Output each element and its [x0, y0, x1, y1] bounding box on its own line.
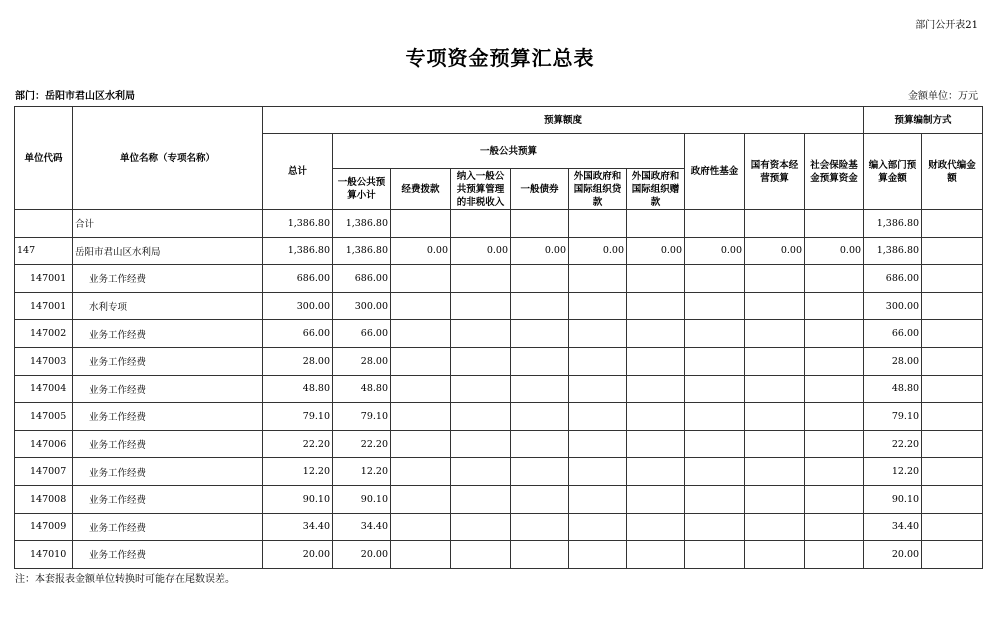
cell-state-capital [745, 458, 805, 486]
cell-foreign-grant [627, 210, 685, 238]
header-general-debt: 一般债券 [511, 169, 569, 210]
cell-gov-fund [685, 210, 745, 238]
cell-foreign-loan [569, 320, 627, 348]
cell-unit-code: 147006 [15, 430, 73, 458]
cell-funding [391, 292, 451, 320]
cell-foreign-loan [569, 403, 627, 431]
cell-dept-budget: 20.00 [864, 541, 922, 569]
cell-social-insurance [805, 265, 864, 293]
cell-general-debt [511, 541, 569, 569]
cell-dept-budget: 12.20 [864, 458, 922, 486]
cell-dept-budget: 1,386.80 [864, 237, 922, 265]
cell-social-insurance [805, 320, 864, 348]
cell-total: 300.00 [263, 292, 333, 320]
cell-unit-code: 147003 [15, 347, 73, 375]
cell-non-tax [451, 210, 511, 238]
cell-foreign-grant [627, 375, 685, 403]
cell-state-capital [745, 210, 805, 238]
cell-funding [391, 403, 451, 431]
cell-fiscal-agent [922, 292, 983, 320]
cell-gp-subtotal: 1,386.80 [333, 237, 391, 265]
cell-foreign-loan [569, 210, 627, 238]
cell-fiscal-agent [922, 513, 983, 541]
cell-gp-subtotal: 90.10 [333, 485, 391, 513]
budget-table [14, 106, 983, 569]
table-row [15, 375, 983, 403]
cell-foreign-grant [627, 347, 685, 375]
cell-unit-code: 147009 [15, 513, 73, 541]
cell-dept-budget: 22.20 [864, 430, 922, 458]
cell-social-insurance [805, 292, 864, 320]
cell-fiscal-agent [922, 210, 983, 238]
cell-general-debt [511, 485, 569, 513]
cell-unit-name: 业务工作经费 [73, 458, 263, 486]
cell-dept-budget: 66.00 [864, 320, 922, 348]
cell-general-debt [511, 430, 569, 458]
cell-general-debt [511, 458, 569, 486]
cell-gov-fund [685, 265, 745, 293]
cell-unit-name: 业务工作经费 [73, 320, 263, 348]
cell-funding [391, 458, 451, 486]
cell-foreign-grant [627, 292, 685, 320]
cell-non-tax [451, 458, 511, 486]
cell-state-capital [745, 430, 805, 458]
cell-gp-subtotal: 34.40 [333, 513, 391, 541]
cell-fiscal-agent [922, 375, 983, 403]
cell-state-capital [745, 320, 805, 348]
cell-unit-code: 147007 [15, 458, 73, 486]
table-row [15, 320, 983, 348]
cell-unit-name: 岳阳市君山区水利局 [73, 237, 263, 265]
cell-funding [391, 513, 451, 541]
cell-unit-name: 业务工作经费 [73, 485, 263, 513]
cell-unit-code: 147002 [15, 320, 73, 348]
cell-unit-name: 业务工作经费 [73, 375, 263, 403]
cell-total: 79.10 [263, 403, 333, 431]
cell-gov-fund [685, 541, 745, 569]
cell-unit-code: 147005 [15, 403, 73, 431]
cell-state-capital [745, 347, 805, 375]
cell-total: 48.80 [263, 375, 333, 403]
cell-foreign-loan [569, 292, 627, 320]
cell-total: 20.00 [263, 541, 333, 569]
cell-foreign-loan [569, 541, 627, 569]
cell-unit-name: 合计 [73, 210, 263, 238]
table-row [15, 403, 983, 431]
cell-non-tax: 0.00 [451, 237, 511, 265]
header-general-public-budget: 一般公共预算 [333, 134, 685, 169]
cell-social-insurance [805, 375, 864, 403]
cell-gp-subtotal: 66.00 [333, 320, 391, 348]
cell-foreign-grant [627, 541, 685, 569]
cell-dept-budget: 48.80 [864, 375, 922, 403]
cell-foreign-grant [627, 320, 685, 348]
cell-gov-fund: 0.00 [685, 237, 745, 265]
table-row [15, 513, 983, 541]
cell-unit-name: 业务工作经费 [73, 430, 263, 458]
cell-unit-code [15, 210, 73, 238]
cell-state-capital [745, 292, 805, 320]
cell-foreign-grant: 0.00 [627, 237, 685, 265]
table-row [15, 265, 983, 293]
cell-non-tax [451, 375, 511, 403]
cell-unit-name: 业务工作经费 [73, 541, 263, 569]
cell-funding: 0.00 [391, 237, 451, 265]
cell-state-capital: 0.00 [745, 237, 805, 265]
cell-dept-budget: 28.00 [864, 347, 922, 375]
cell-gp-subtotal: 28.00 [333, 347, 391, 375]
cell-fiscal-agent [922, 237, 983, 265]
cell-gov-fund [685, 375, 745, 403]
table-row [15, 292, 983, 320]
cell-total: 22.20 [263, 430, 333, 458]
cell-gp-subtotal: 300.00 [333, 292, 391, 320]
table-body [15, 210, 983, 569]
table-row [15, 541, 983, 569]
cell-dept-budget: 79.10 [864, 403, 922, 431]
footnote: 注：本套报表金额单位转换时可能存在尾数误差。 [15, 574, 235, 585]
cell-general-debt: 0.00 [511, 237, 569, 265]
cell-unit-code: 147008 [15, 485, 73, 513]
header-total: 总计 [263, 134, 333, 210]
cell-unit-name: 业务工作经费 [73, 513, 263, 541]
cell-unit-code: 147004 [15, 375, 73, 403]
page-title: 专项资金预算汇总表 [405, 46, 595, 70]
cell-fiscal-agent [922, 430, 983, 458]
cell-foreign-grant [627, 430, 685, 458]
cell-funding [391, 541, 451, 569]
cell-gov-fund [685, 513, 745, 541]
header-budget-method: 预算编制方式 [864, 107, 983, 134]
header-gov-fund: 政府性基金 [685, 134, 745, 210]
cell-social-insurance [805, 513, 864, 541]
cell-foreign-grant [627, 513, 685, 541]
cell-unit-code: 147010 [15, 541, 73, 569]
cell-foreign-loan: 0.00 [569, 237, 627, 265]
cell-total: 66.00 [263, 320, 333, 348]
cell-social-insurance [805, 430, 864, 458]
cell-state-capital [745, 485, 805, 513]
cell-fiscal-agent [922, 458, 983, 486]
header-budget-amount: 预算额度 [263, 107, 864, 134]
cell-foreign-grant [627, 458, 685, 486]
cell-dept-budget: 90.10 [864, 485, 922, 513]
cell-unit-name: 业务工作经费 [73, 403, 263, 431]
cell-fiscal-agent [922, 403, 983, 431]
cell-gp-subtotal: 1,386.80 [333, 210, 391, 238]
cell-non-tax [451, 513, 511, 541]
cell-foreign-grant [627, 485, 685, 513]
amount-unit-label: 金额单位：万元 [908, 91, 978, 102]
cell-unit-code: 147001 [15, 265, 73, 293]
cell-gp-subtotal: 48.80 [333, 375, 391, 403]
cell-gov-fund [685, 347, 745, 375]
cell-social-insurance [805, 347, 864, 375]
cell-gov-fund [685, 430, 745, 458]
cell-foreign-grant [627, 403, 685, 431]
cell-non-tax [451, 403, 511, 431]
header-unit-name: 单位名称（专项名称） [73, 107, 263, 210]
cell-non-tax [451, 347, 511, 375]
cell-social-insurance [805, 403, 864, 431]
cell-social-insurance [805, 458, 864, 486]
cell-dept-budget: 34.40 [864, 513, 922, 541]
header-foreign-loan: 外国政府和国际组织贷款 [569, 169, 627, 210]
cell-non-tax [451, 265, 511, 293]
cell-foreign-loan [569, 458, 627, 486]
cell-general-debt [511, 292, 569, 320]
cell-general-debt [511, 210, 569, 238]
cell-fiscal-agent [922, 485, 983, 513]
cell-gov-fund [685, 403, 745, 431]
cell-funding [391, 320, 451, 348]
cell-unit-code: 147001 [15, 292, 73, 320]
form-number: 部门公开表21 [915, 20, 978, 31]
cell-general-debt [511, 320, 569, 348]
header-dept-budget: 编入部门预算金额 [864, 134, 922, 210]
cell-non-tax [451, 541, 511, 569]
cell-foreign-loan [569, 265, 627, 293]
header-unit-code: 单位代码 [15, 107, 73, 210]
cell-total: 12.20 [263, 458, 333, 486]
cell-gov-fund [685, 458, 745, 486]
cell-non-tax [451, 430, 511, 458]
cell-dept-budget: 1,386.80 [864, 210, 922, 238]
table-row [15, 485, 983, 513]
table-row [15, 237, 983, 265]
cell-funding [391, 485, 451, 513]
cell-general-debt [511, 265, 569, 293]
cell-state-capital [745, 265, 805, 293]
cell-non-tax [451, 485, 511, 513]
header-funding: 经费拨款 [391, 169, 451, 210]
header-social-insurance: 社会保险基金预算资金 [805, 134, 864, 210]
cell-unit-name: 业务工作经费 [73, 347, 263, 375]
cell-fiscal-agent [922, 265, 983, 293]
cell-non-tax [451, 320, 511, 348]
cell-state-capital [745, 513, 805, 541]
cell-total: 1,386.80 [263, 210, 333, 238]
header-state-capital: 国有资本经营预算 [745, 134, 805, 210]
cell-gp-subtotal: 79.10 [333, 403, 391, 431]
cell-total: 28.00 [263, 347, 333, 375]
cell-total: 1,386.80 [263, 237, 333, 265]
cell-foreign-loan [569, 513, 627, 541]
table-row [15, 430, 983, 458]
cell-unit-name: 业务工作经费 [73, 265, 263, 293]
cell-total: 34.40 [263, 513, 333, 541]
header-fiscal-agent: 财政代编金额 [922, 134, 983, 210]
table-row [15, 458, 983, 486]
cell-funding [391, 265, 451, 293]
cell-social-insurance [805, 485, 864, 513]
cell-fiscal-agent [922, 541, 983, 569]
cell-dept-budget: 686.00 [864, 265, 922, 293]
cell-total: 90.10 [263, 485, 333, 513]
cell-gov-fund [685, 485, 745, 513]
cell-state-capital [745, 541, 805, 569]
cell-general-debt [511, 375, 569, 403]
cell-funding [391, 375, 451, 403]
cell-gp-subtotal: 22.20 [333, 430, 391, 458]
cell-general-debt [511, 513, 569, 541]
cell-state-capital [745, 375, 805, 403]
header-gp-subtotal: 一般公共预算小计 [333, 169, 391, 210]
table-row [15, 210, 983, 238]
cell-funding [391, 347, 451, 375]
cell-foreign-loan [569, 430, 627, 458]
cell-funding [391, 430, 451, 458]
cell-social-insurance [805, 210, 864, 238]
header-non-tax: 纳入一般公共预算管理的非税收入 [451, 169, 511, 210]
cell-social-insurance: 0.00 [805, 237, 864, 265]
cell-social-insurance [805, 541, 864, 569]
cell-gov-fund [685, 320, 745, 348]
cell-foreign-loan [569, 375, 627, 403]
cell-gp-subtotal: 20.00 [333, 541, 391, 569]
cell-foreign-grant [627, 265, 685, 293]
cell-foreign-loan [569, 347, 627, 375]
table-row [15, 347, 983, 375]
cell-gov-fund [685, 292, 745, 320]
header-foreign-grant: 外国政府和国际组织赠款 [627, 169, 685, 210]
cell-unit-code: 147 [15, 237, 73, 265]
cell-fiscal-agent [922, 320, 983, 348]
cell-fiscal-agent [922, 347, 983, 375]
cell-general-debt [511, 347, 569, 375]
cell-general-debt [511, 403, 569, 431]
department-label: 部门：岳阳市君山区水利局 [15, 91, 135, 102]
cell-foreign-loan [569, 485, 627, 513]
cell-dept-budget: 300.00 [864, 292, 922, 320]
cell-unit-name: 水利专项 [73, 292, 263, 320]
cell-gp-subtotal: 686.00 [333, 265, 391, 293]
cell-state-capital [745, 403, 805, 431]
cell-gp-subtotal: 12.20 [333, 458, 391, 486]
cell-non-tax [451, 292, 511, 320]
cell-total: 686.00 [263, 265, 333, 293]
cell-funding [391, 210, 451, 238]
